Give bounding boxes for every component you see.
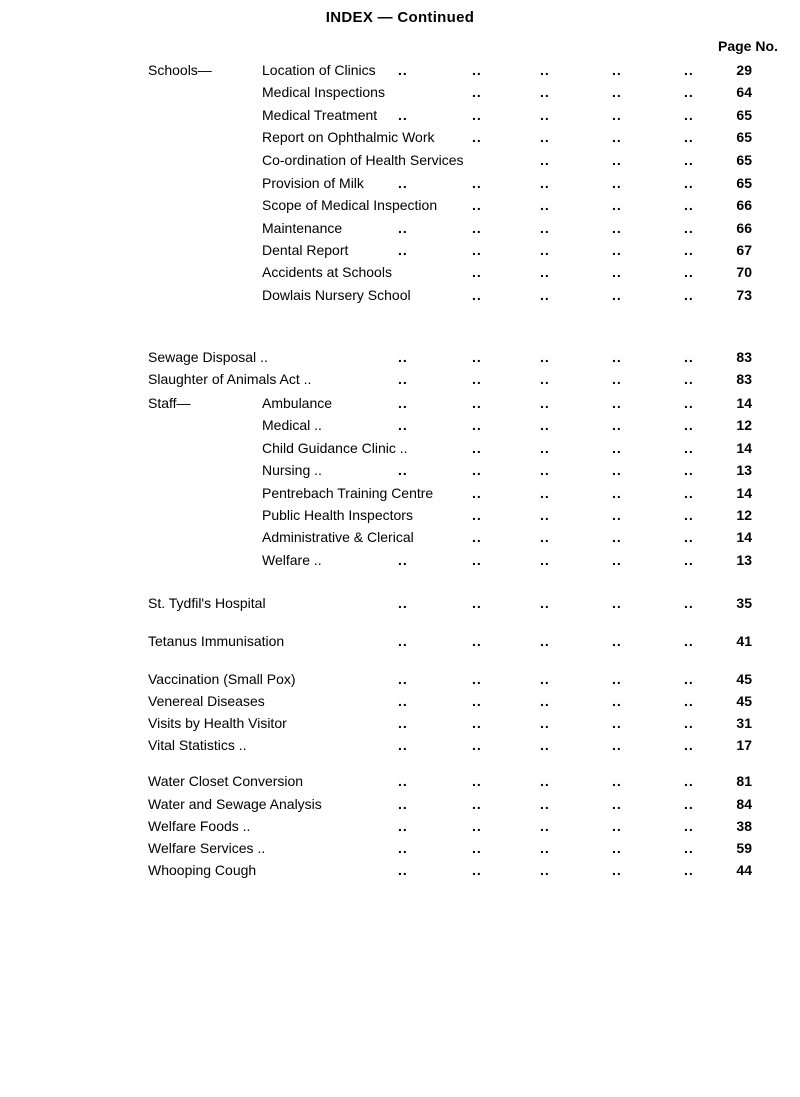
dot-leader: .. — [540, 773, 550, 789]
index-entry — [0, 549, 800, 571]
index-entry-label: Welfare Foods .. — [148, 818, 251, 834]
dot-leader: .. — [684, 818, 694, 834]
dot-leader: .. — [472, 197, 482, 213]
dot-leader: .. — [472, 862, 482, 878]
dot-leader: .. — [472, 507, 482, 523]
dot-leader: .. — [684, 529, 694, 545]
index-page-number: 14 — [736, 440, 752, 456]
dot-leader: .. — [540, 840, 550, 856]
index-entry — [0, 239, 800, 261]
dot-leader: .. — [398, 371, 408, 387]
index-entry-label: Sewage Disposal .. — [148, 349, 268, 365]
dot-leader: .. — [612, 287, 622, 303]
index-entry-label: Slaughter of Animals Act .. — [148, 371, 312, 387]
index-page-number: 65 — [736, 107, 752, 123]
index-page-number: 59 — [736, 840, 752, 856]
dot-leaders — [0, 770, 800, 792]
index-page-number: 64 — [736, 84, 752, 100]
dot-leader: .. — [612, 371, 622, 387]
index-entry — [0, 690, 800, 712]
dot-leader: .. — [540, 220, 550, 236]
dot-leader: .. — [472, 715, 482, 731]
index-entry-label: Accidents at Schools — [262, 264, 392, 280]
dot-leader: .. — [612, 737, 622, 753]
dot-leader: .. — [612, 796, 622, 812]
dot-leader: .. — [612, 152, 622, 168]
index-entry — [0, 482, 800, 504]
dot-leader: .. — [398, 818, 408, 834]
index-entry-label: Venereal Diseases — [148, 693, 265, 709]
dot-leaders — [0, 194, 800, 216]
dot-leader: .. — [472, 371, 482, 387]
dot-leader: .. — [684, 693, 694, 709]
index-entry-label: Administrative & Clerical — [262, 529, 414, 545]
dot-leaders — [0, 346, 800, 368]
dot-leader: .. — [684, 220, 694, 236]
index-entry-label: Welfare .. — [262, 552, 322, 568]
index-entry-label: Medical Inspections — [262, 84, 385, 100]
index-entry — [0, 346, 800, 368]
dot-leaders — [0, 261, 800, 283]
dot-leader: .. — [684, 395, 694, 411]
dot-leader: .. — [472, 107, 482, 123]
index-page-number: 65 — [736, 152, 752, 168]
dot-leaders — [0, 734, 800, 756]
dot-leader: .. — [612, 242, 622, 258]
dot-leader: .. — [684, 862, 694, 878]
dot-leader: .. — [612, 395, 622, 411]
dot-leaders — [0, 104, 800, 126]
index-entry — [0, 104, 800, 126]
dot-leader: .. — [684, 129, 694, 145]
dot-leader: .. — [398, 796, 408, 812]
dot-leader: .. — [684, 349, 694, 365]
dot-leaders — [0, 368, 800, 390]
dot-leader: .. — [684, 462, 694, 478]
index-entry — [0, 284, 800, 306]
dot-leader: .. — [398, 417, 408, 433]
dot-leader: .. — [472, 737, 482, 753]
dot-leader: .. — [612, 84, 622, 100]
dot-leader: .. — [540, 371, 550, 387]
dot-leader: .. — [612, 773, 622, 789]
dot-leader: .. — [398, 349, 408, 365]
index-group-label: Staff— — [148, 395, 191, 411]
dot-leader: .. — [684, 440, 694, 456]
dot-leader: .. — [398, 395, 408, 411]
dot-leader: .. — [684, 197, 694, 213]
index-entry — [0, 368, 800, 390]
index-entry — [0, 592, 800, 614]
index-entry-label: Welfare Services .. — [148, 840, 266, 856]
dot-leaders — [0, 437, 800, 459]
dot-leader: .. — [398, 242, 408, 258]
dot-leaders — [0, 549, 800, 571]
dot-leader: .. — [540, 796, 550, 812]
index-entry-label: St. Tydfil's Hospital — [148, 595, 266, 611]
index-entry-label: Vital Statistics .. — [148, 737, 247, 753]
index-entry-label: Water and Sewage Analysis — [148, 796, 322, 812]
index-page-number: 14 — [736, 395, 752, 411]
dot-leaders — [0, 793, 800, 815]
dot-leader: .. — [472, 693, 482, 709]
index-entry — [0, 837, 800, 859]
dot-leaders — [0, 284, 800, 306]
dot-leader: .. — [540, 129, 550, 145]
dot-leader: .. — [684, 595, 694, 611]
dot-leader: .. — [612, 507, 622, 523]
dot-leaders — [0, 59, 800, 81]
index-page-number: 12 — [736, 417, 752, 433]
index-entry — [0, 712, 800, 734]
dot-leader: .. — [398, 62, 408, 78]
index-page-number: 81 — [736, 773, 752, 789]
index-entry-label: Whooping Cough — [148, 862, 257, 878]
dot-leader: .. — [540, 440, 550, 456]
dot-leader: .. — [472, 242, 482, 258]
index-page-number: 70 — [736, 264, 752, 280]
dot-leader: .. — [684, 242, 694, 258]
dot-leader: .. — [398, 462, 408, 478]
dot-leader: .. — [398, 633, 408, 649]
index-page-number: 38 — [736, 818, 752, 834]
dot-leader: .. — [612, 671, 622, 687]
dot-leader: .. — [612, 552, 622, 568]
dot-leader: .. — [540, 107, 550, 123]
index-entry — [0, 770, 800, 792]
dot-leader: .. — [540, 417, 550, 433]
dot-leader: .. — [472, 595, 482, 611]
dot-leader: .. — [684, 84, 694, 100]
index-entry-label: Co-ordination of Health Services — [262, 152, 464, 168]
dot-leader: .. — [612, 417, 622, 433]
dot-leader: .. — [684, 62, 694, 78]
index-page-number: 44 — [736, 862, 752, 878]
dot-leader: .. — [540, 485, 550, 501]
dot-leaders — [0, 592, 800, 614]
index-entry — [0, 504, 800, 526]
index-page-number: 83 — [736, 371, 752, 387]
dot-leader: .. — [612, 129, 622, 145]
index-entry — [0, 126, 800, 148]
index-entry-label: Visits by Health Visitor — [148, 715, 287, 731]
dot-leader: .. — [540, 175, 550, 191]
dot-leader: .. — [684, 737, 694, 753]
dot-leader: .. — [684, 773, 694, 789]
index-entry — [0, 414, 800, 436]
index-entry-label: Public Health Inspectors — [262, 507, 413, 523]
dot-leader: .. — [472, 440, 482, 456]
index-entry-label: Pentrebach Training Centre — [262, 485, 434, 501]
dot-leaders — [0, 668, 800, 690]
index-page-number: 31 — [736, 715, 752, 731]
dot-leader: .. — [612, 595, 622, 611]
index-page-number: 73 — [736, 287, 752, 303]
dot-leader: .. — [398, 715, 408, 731]
dot-leader: .. — [612, 715, 622, 731]
dot-leader: .. — [472, 529, 482, 545]
dot-leader: .. — [540, 693, 550, 709]
index-entry-label: Location of Clinics — [262, 62, 376, 78]
dot-leader: .. — [612, 349, 622, 365]
index-group-label: Schools— — [148, 62, 212, 78]
dot-leader: .. — [398, 595, 408, 611]
dot-leader: .. — [684, 371, 694, 387]
dot-leader: .. — [398, 862, 408, 878]
dot-leader: .. — [612, 693, 622, 709]
dot-leader: .. — [684, 287, 694, 303]
dot-leaders — [0, 815, 800, 837]
dot-leader: .. — [684, 552, 694, 568]
dot-leader: .. — [472, 264, 482, 280]
dot-leaders — [0, 459, 800, 481]
dot-leader: .. — [684, 417, 694, 433]
index-entry-label: Child Guidance Clinic .. — [262, 440, 408, 456]
dot-leader: .. — [398, 220, 408, 236]
dot-leader: .. — [472, 129, 482, 145]
dot-leaders — [0, 414, 800, 436]
index-entry-label: Medical .. — [262, 417, 322, 433]
dot-leaders — [0, 504, 800, 526]
dot-leader: .. — [472, 462, 482, 478]
dot-leader: .. — [684, 840, 694, 856]
index-page-number: 45 — [736, 693, 752, 709]
index-entry — [0, 81, 800, 103]
dot-leader: .. — [684, 485, 694, 501]
dot-leader: .. — [612, 485, 622, 501]
page-title: INDEX — Continued — [325, 9, 475, 26]
index-entry — [0, 437, 800, 459]
dot-leader: .. — [612, 107, 622, 123]
dot-leader: .. — [398, 773, 408, 789]
dot-leader: .. — [472, 417, 482, 433]
index-page-number: 66 — [736, 220, 752, 236]
dot-leader: .. — [472, 62, 482, 78]
index-page-number: 13 — [736, 462, 752, 478]
index-page-number: 66 — [736, 197, 752, 213]
dot-leader: .. — [472, 840, 482, 856]
index-page-number: 84 — [736, 796, 752, 812]
dot-leaders — [0, 712, 800, 734]
dot-leader: .. — [472, 287, 482, 303]
dot-leader: .. — [612, 175, 622, 191]
index-entry — [0, 859, 800, 881]
index-entry-label: Scope of Medical Inspection — [262, 197, 438, 213]
index-page-number: 65 — [736, 129, 752, 145]
index-page-number: 29 — [736, 62, 752, 78]
dot-leader: .. — [398, 175, 408, 191]
dot-leader: .. — [398, 552, 408, 568]
dot-leader: .. — [540, 552, 550, 568]
index-entry — [0, 261, 800, 283]
dot-leader: .. — [684, 152, 694, 168]
index-entry — [0, 459, 800, 481]
dot-leader: .. — [472, 395, 482, 411]
index-page-number: 65 — [736, 175, 752, 191]
dot-leader: .. — [540, 395, 550, 411]
dot-leaders — [0, 126, 800, 148]
index-entry — [0, 793, 800, 815]
dot-leader: .. — [540, 152, 550, 168]
dot-leader: .. — [472, 220, 482, 236]
index-entry — [0, 217, 800, 239]
dot-leader: .. — [612, 840, 622, 856]
index-entry-label: Provision of Milk — [262, 175, 364, 191]
dot-leader: .. — [472, 773, 482, 789]
dot-leader: .. — [612, 220, 622, 236]
index-entry — [0, 668, 800, 690]
index-entry — [0, 59, 800, 81]
dot-leader: .. — [540, 633, 550, 649]
index-page-number: 14 — [736, 529, 752, 545]
dot-leader: .. — [540, 84, 550, 100]
index-entry — [0, 630, 800, 652]
dot-leaders — [0, 217, 800, 239]
page-number-column-header: Page No. — [718, 38, 778, 54]
dot-leaders — [0, 630, 800, 652]
dot-leader: .. — [540, 242, 550, 258]
dot-leader: .. — [540, 595, 550, 611]
dot-leader: .. — [540, 507, 550, 523]
index-entry-label: Water Closet Conversion — [148, 773, 304, 789]
dot-leader: .. — [612, 862, 622, 878]
index-page-number: 35 — [736, 595, 752, 611]
dot-leaders — [0, 690, 800, 712]
dot-leaders — [0, 837, 800, 859]
dot-leaders — [0, 392, 800, 414]
dot-leader: .. — [472, 671, 482, 687]
dot-leader: .. — [472, 633, 482, 649]
dot-leader: .. — [398, 840, 408, 856]
dot-leader: .. — [398, 107, 408, 123]
index-page-number: 67 — [736, 242, 752, 258]
dot-leaders — [0, 239, 800, 261]
dot-leader: .. — [684, 796, 694, 812]
dot-leader: .. — [472, 175, 482, 191]
dot-leader: .. — [540, 818, 550, 834]
index-page-number: 14 — [736, 485, 752, 501]
dot-leader: .. — [612, 529, 622, 545]
dot-leader: .. — [472, 796, 482, 812]
dot-leader: .. — [398, 671, 408, 687]
dot-leader: .. — [472, 485, 482, 501]
index-entry — [0, 734, 800, 756]
dot-leader: .. — [472, 349, 482, 365]
dot-leader: .. — [540, 62, 550, 78]
dot-leader: .. — [684, 715, 694, 731]
index-entry-label: Maintenance — [262, 220, 343, 236]
index-page-number: 12 — [736, 507, 752, 523]
dot-leaders — [0, 81, 800, 103]
dot-leader: .. — [684, 264, 694, 280]
dot-leader: .. — [540, 737, 550, 753]
dot-leaders — [0, 526, 800, 548]
dot-leader: .. — [540, 671, 550, 687]
index-entry — [0, 815, 800, 837]
index-page-number: 13 — [736, 552, 752, 568]
index-entry-label: Ambulance — [262, 395, 333, 411]
index-entry-label: Tetanus Immunisation — [148, 633, 285, 649]
index-page-number: 83 — [736, 349, 752, 365]
index-page-number: 17 — [736, 737, 752, 753]
index-entry-label: Nursing .. — [262, 462, 322, 478]
index-entry-label: Dental Report — [262, 242, 349, 258]
dot-leader: .. — [540, 197, 550, 213]
index-entry-label: Report on Ophthalmic Work — [262, 129, 435, 145]
dot-leader: .. — [612, 462, 622, 478]
dot-leaders — [0, 149, 800, 171]
dot-leader: .. — [472, 552, 482, 568]
index-entry — [0, 172, 800, 194]
dot-leader: .. — [612, 633, 622, 649]
dot-leader: .. — [612, 264, 622, 280]
dot-leader: .. — [684, 175, 694, 191]
index-entry-label: Vaccination (Small Pox) — [148, 671, 296, 687]
dot-leader: .. — [540, 862, 550, 878]
index-entry — [0, 526, 800, 548]
dot-leader: .. — [684, 671, 694, 687]
dot-leader: .. — [540, 287, 550, 303]
dot-leaders — [0, 482, 800, 504]
dot-leader: .. — [472, 818, 482, 834]
dot-leader: .. — [398, 693, 408, 709]
index-entry — [0, 392, 800, 414]
index-entry-label: Dowlais Nursery School — [262, 287, 411, 303]
dot-leader: .. — [540, 349, 550, 365]
dot-leader: .. — [540, 715, 550, 731]
dot-leaders — [0, 172, 800, 194]
dot-leader: .. — [612, 62, 622, 78]
dot-leader: .. — [540, 462, 550, 478]
index-entry — [0, 194, 800, 216]
dot-leader: .. — [684, 633, 694, 649]
index-page-number: 41 — [736, 633, 752, 649]
index-entry — [0, 149, 800, 171]
dot-leader: .. — [612, 440, 622, 456]
dot-leader: .. — [612, 197, 622, 213]
dot-leader: .. — [472, 84, 482, 100]
dot-leader: .. — [398, 737, 408, 753]
dot-leader: .. — [684, 507, 694, 523]
dot-leader: .. — [612, 818, 622, 834]
dot-leader: .. — [684, 107, 694, 123]
index-page-number: 45 — [736, 671, 752, 687]
index-entry-label: Medical Treatment — [262, 107, 378, 123]
dot-leader: .. — [540, 529, 550, 545]
dot-leaders — [0, 859, 800, 881]
dot-leader: .. — [540, 264, 550, 280]
